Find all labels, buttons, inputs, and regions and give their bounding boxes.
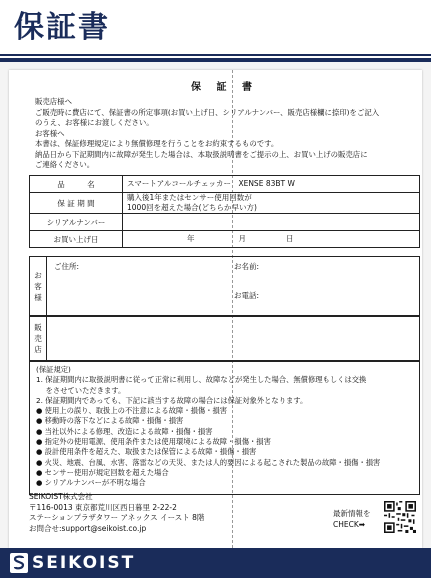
company-address: 〒116-0013 東京都荒川区西日暮里 2-22-2 (29, 502, 177, 512)
table-row (30, 214, 420, 231)
seikoist-logo-icon (10, 553, 28, 573)
header-divider-thin (0, 54, 431, 56)
rule-line: ● センサー使用が規定回数を超えた場合 (36, 467, 169, 477)
intro-line: お客様へ (35, 128, 65, 138)
header-divider (0, 58, 431, 62)
name-label: お名前: (234, 262, 260, 271)
shop-side-label: 販売店 (30, 317, 47, 360)
purchase-date-label: お買い上げ日 (30, 231, 123, 248)
purchase-date-field[interactable] (123, 231, 420, 248)
company-name: SEIKOIST株式会社 (29, 492, 93, 501)
card-title: 保 証 書 (191, 82, 258, 93)
period-line: 購入後1年またはセンサー使用回数が (127, 193, 252, 202)
qr-code-icon[interactable] (384, 501, 416, 533)
check-info-cta[interactable] (333, 508, 371, 530)
period-label: 保 証 期 間 (30, 193, 123, 214)
page-title: 保証書 (14, 10, 110, 45)
rule-line: ● シリアルナンバーが不明な場合 (36, 478, 146, 488)
brand-name: SEIKOIST (32, 553, 136, 573)
cta-line: 最新情報を (333, 509, 371, 518)
contact-email[interactable]: お問合せ:support@seikoist.co.jp (29, 523, 147, 533)
product-label: 品 名 (30, 176, 123, 193)
customer-side-label: お客様 (30, 257, 47, 315)
intro-line: 販売店様へ (35, 97, 72, 106)
company-info (29, 492, 204, 534)
phone-label: お電話: (234, 291, 260, 300)
period-line: 1000回を超えた場合(どちらか早い方) (127, 203, 257, 212)
rule-line: 2. 保証期間内であっても、下記に該当する故障の場合には保証対象外となります。 (36, 395, 308, 405)
table-row (30, 176, 420, 193)
rule-line: ● 使用上の誤り、取扱上の不注意による故障・損傷・損害 (36, 406, 228, 416)
rule-line: (保証規定) (36, 365, 71, 374)
rule-line: ● 移動時の落下などによる故障・損傷・損害 (36, 416, 184, 426)
cta-line: CHECK➡ (333, 520, 366, 529)
customer-box (29, 256, 420, 316)
product-value: スマートアルコールチェッカー XENSE 83BT W (123, 176, 420, 193)
day-label: 日 (286, 234, 294, 243)
warranty-rules (29, 361, 420, 495)
table-row (30, 231, 420, 248)
company-address: ステーションプラザタワー アネックス イースト 8階 (29, 513, 205, 523)
month-label: 月 (238, 234, 246, 243)
rule-line: 1. 保証期間内に取扱説明書に従って正常に利用し、故障などが発生した場合、無償修理もしくは交換 (36, 375, 367, 385)
year-label: 年 (187, 234, 195, 243)
rule-line: ● 設計使用条件を超えた、取扱または保管による故障・損傷・損害 (36, 447, 257, 457)
intro-line: 納品日から下記期間内に故障が発生した場合は、本取扱説明書をご提示の上、お買い上げの販売店に (35, 149, 368, 159)
serial-field[interactable] (123, 214, 420, 231)
warranty-info-table (29, 175, 420, 248)
intro-line: のうえ、お客様にお渡しください。 (35, 118, 154, 127)
rule-line: をさせていただきます。 (36, 385, 126, 395)
intro-line: 本書は、保証修理規定により無償修理を行うことをお約束するものです。 (35, 139, 279, 148)
serial-label: シリアルナンバー (30, 214, 123, 231)
rule-line: ● 指定外の使用電源、使用条件または使用環境による故障・損傷・損害 (36, 437, 271, 447)
intro-line: ご販売時に費店にて、保証書の所定事項(お買い上げ日、シリアルナンバー、販売店様欄に捺印)をご記入 (35, 107, 380, 117)
intro-line: ご連絡ください。 (35, 160, 95, 169)
rule-line: ● 当社以外による修理、改造による故障・損傷・損害 (36, 426, 213, 436)
rule-line: ● 火災、地震、台風、水害、落雷などの天災、または人的要因による起こされた製品の故障・損傷・損害 (36, 457, 381, 467)
period-value (123, 193, 420, 214)
address-label: ご住所: (54, 262, 80, 271)
table-row (30, 193, 420, 214)
intro-text (35, 97, 416, 171)
shop-box (29, 316, 420, 361)
page-header (0, 0, 431, 62)
